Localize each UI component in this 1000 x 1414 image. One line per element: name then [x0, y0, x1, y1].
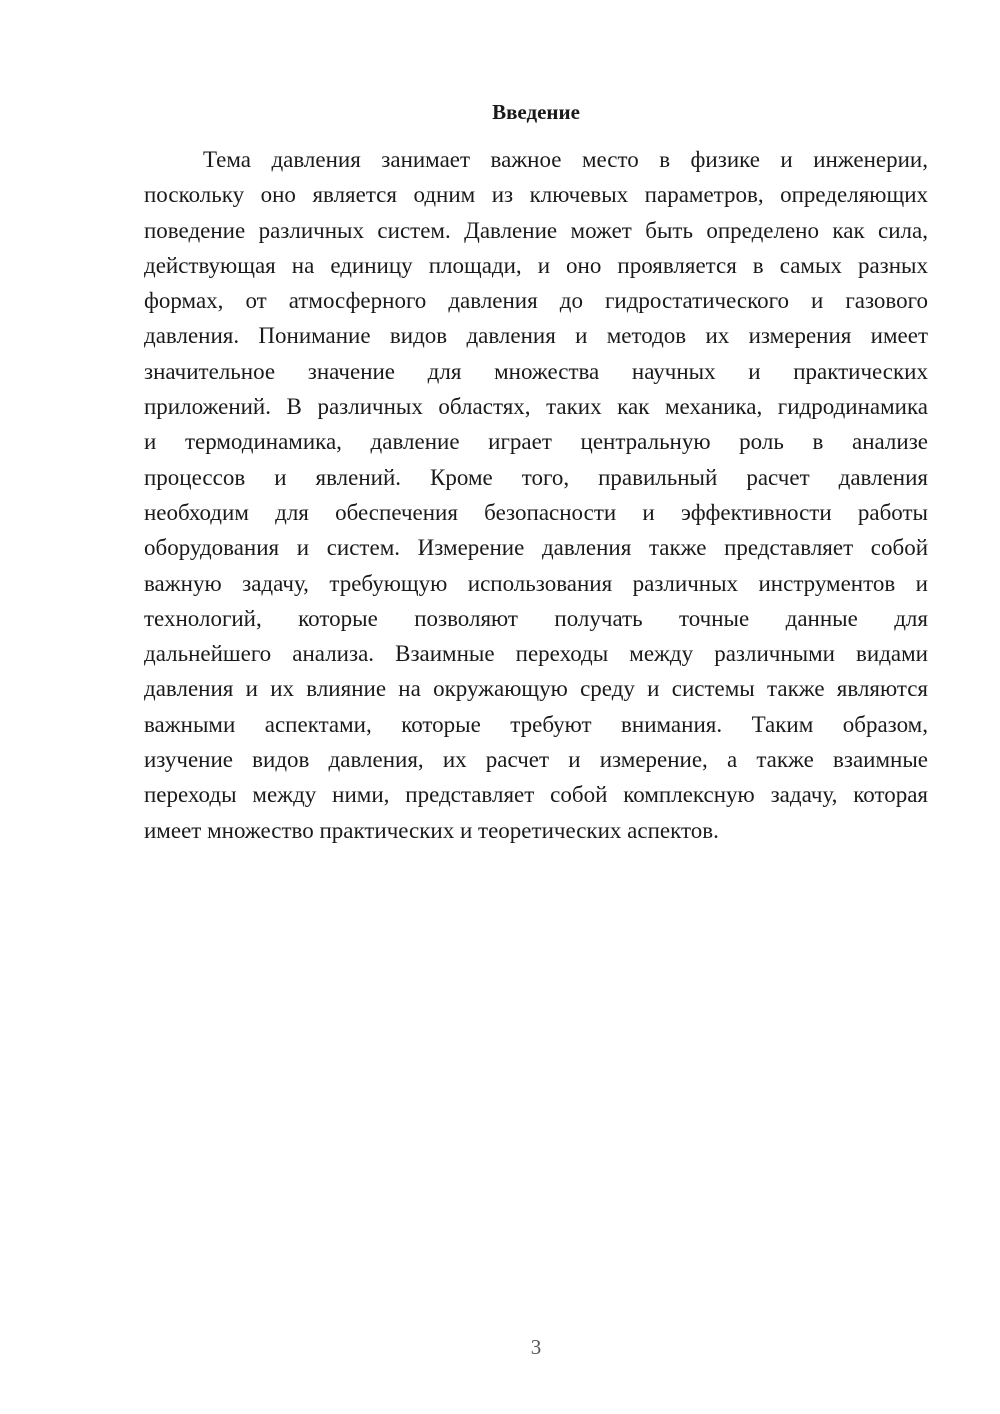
paragraph-line: и термодинамика, давление играет центральную роль в анализе — [144, 429, 928, 455]
paragraph-line: действующая на единицу площади, и оно проявляется в самых разных — [144, 252, 928, 278]
page-number: 3 — [530, 1335, 542, 1359]
paragraph-line: приложений. В различных областях, таких как механика, гидродинамика — [144, 394, 928, 420]
paragraph-line: переходы между ними, представляет собой комплексную задачу, которая — [144, 782, 928, 808]
paragraph-line: оборудования и систем. Измерение давления также представляет собой — [144, 535, 928, 561]
paragraph-line: важными аспектами, которые требуют внимания. Таким образом, — [144, 711, 928, 737]
paragraph-line: процессов и явлений. Кроме того, правильный расчет давления — [144, 464, 928, 490]
paragraph-line: дальнейшего анализа. Взаимные переходы между различными видами — [144, 641, 928, 667]
paragraph-line: значительное значение для множества научных и практических — [144, 358, 928, 384]
section-heading: Введение — [492, 100, 580, 124]
paragraph-line: поведение различных систем. Давление может быть определено как сила, — [144, 217, 928, 243]
paragraph-line: поскольку оно является одним из ключевых параметров, определяющих — [144, 182, 928, 208]
paragraph-line: технологий, которые позволяют получать точные данные для — [144, 605, 928, 631]
paragraph-line: формах, от атмосферного давления до гидростатического и газового — [144, 288, 928, 314]
paragraph-line: Тема давления занимает важное место в физике и инженерии, — [203, 147, 928, 172]
paragraph-line: давления. Понимание видов давления и методов их измерения имеет — [144, 323, 928, 349]
paragraph-line: имеет множество практических и теоретических аспектов. — [144, 817, 719, 843]
paragraph-line: необходим для обеспечения безопасности и эффективности работы — [144, 499, 928, 525]
paragraph-line: важную задачу, требующую использования различных инструментов и — [144, 570, 928, 596]
paragraph-line: изучение видов давления, их расчет и измерение, а также взаимные — [144, 747, 928, 773]
introduction-paragraph — [144, 142, 928, 848]
paragraph-line: давления и их влияние на окружающую среду и системы также являются — [144, 676, 928, 702]
